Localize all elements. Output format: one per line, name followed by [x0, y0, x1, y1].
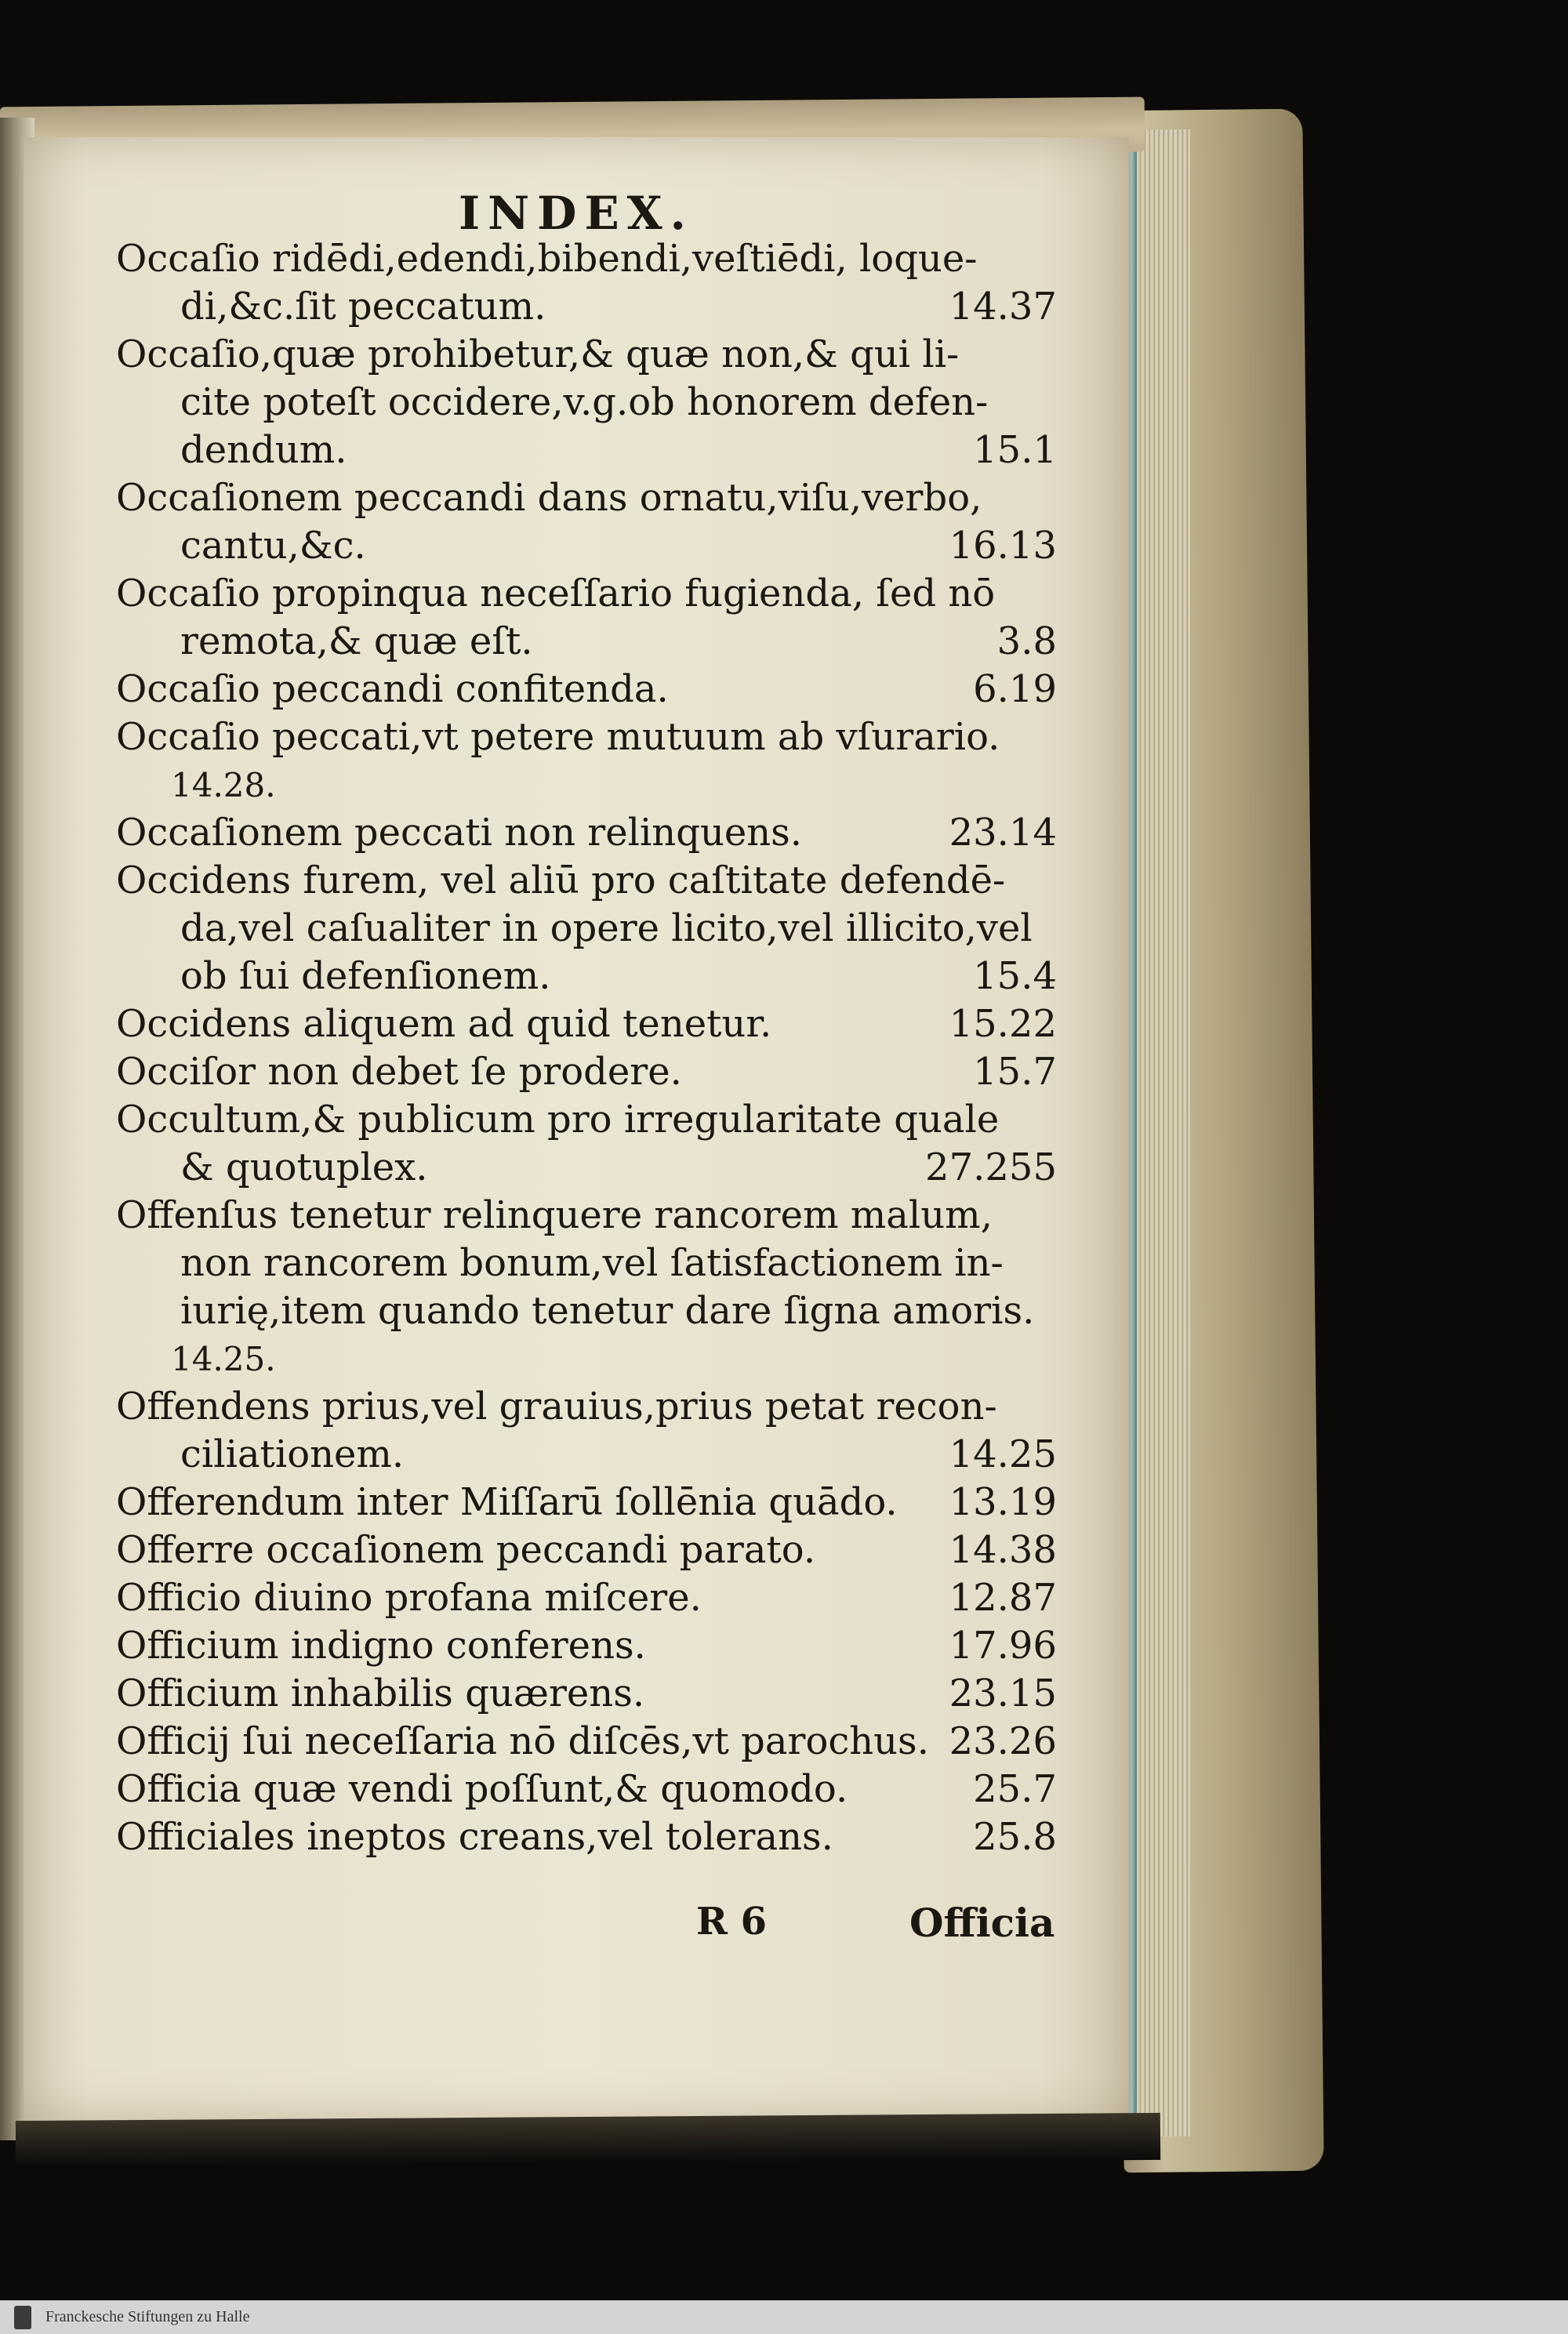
entry-continuation-line: cite poteſt occidere,v.g.ob honorem defen-: [180, 380, 989, 424]
entry-continuation-line: cantu,&c.: [180, 524, 366, 568]
index-entry: [116, 1048, 1057, 1096]
entry-page-reference: 25.8: [973, 1815, 1057, 1859]
index-entry: [116, 1813, 1057, 1861]
entry-continuation-line: remota,& quæ eſt.: [180, 619, 533, 663]
entry-page-reference: 15.4: [973, 954, 1057, 998]
index-entry: [116, 474, 1057, 570]
entry-continuation-line: & quotuplex.: [180, 1145, 428, 1189]
entry-headword-line: Occaſionem peccati non relinquens.: [116, 811, 803, 855]
entry-page-reference: 17.96: [949, 1624, 1057, 1668]
entry-page-reference: 3.8: [996, 619, 1057, 663]
entry-page-reference: 25.7: [973, 1767, 1057, 1811]
entry-page-reference: 27.255: [925, 1145, 1057, 1189]
credit-text: Franckesche Stiftungen zu Halle: [45, 2308, 250, 2325]
index-entry: [116, 809, 1057, 857]
entry-page-reference: 14.37: [949, 285, 1057, 329]
entry-page-reference: 14.25.: [171, 1340, 276, 1378]
index-entry: [116, 1766, 1057, 1813]
entry-page-reference: 23.15: [949, 1672, 1057, 1715]
entry-headword-line: Officium indigno conferens.: [116, 1624, 646, 1668]
page-stack: [1127, 129, 1190, 2136]
entry-headword-line: Officiales ineptos creans,vel tolerans.: [116, 1815, 833, 1859]
entry-page-reference: 16.13: [949, 524, 1057, 568]
entry-page-reference: 14.38: [949, 1528, 1057, 1572]
index-entry: [116, 1000, 1057, 1048]
entry-continuation-line: dendum.: [180, 428, 347, 472]
entry-headword-line: Offerre occaſionem peccandi parato.: [116, 1528, 816, 1572]
entry-page-reference: 23.14: [949, 811, 1057, 855]
entry-continuation-line: non rancorem bonum,vel ſatisfactionem in-: [180, 1241, 1004, 1285]
entry-headword-line: Offendens prius,vel grauius,prius petat recon-: [116, 1385, 997, 1428]
entry-continuation-line: da,vel caſualiter in opere licito,vel illicito,vel: [180, 906, 1033, 950]
index-entry: [116, 1670, 1057, 1718]
entry-continuation-line: iurię,item quando tenetur dare ſigna amoris.: [180, 1289, 1035, 1333]
entry-page-reference: 12.87: [949, 1576, 1057, 1620]
entry-continuation-line: di,&c.ſit peccatum.: [180, 285, 546, 329]
entry-page-reference: 6.19: [973, 667, 1057, 711]
entry-page-reference: 14.25: [949, 1432, 1057, 1476]
entry-headword-line: Occaſio propinqua neceſſario fugienda, ſed nō: [116, 572, 996, 615]
index-entry: [116, 1096, 1057, 1192]
entry-page-reference: 15.22: [949, 1002, 1057, 1046]
entry-headword-line: Occidens furem, vel aliū pro caſtitate defendē-: [116, 858, 1006, 902]
entry-headword-line: Officium inhabilis quærens.: [116, 1672, 645, 1715]
index-entry: [116, 1526, 1057, 1574]
entry-headword-line: Officij ſui neceſſaria nō diſcēs,vt parochus.: [116, 1719, 929, 1763]
entry-headword-line: Occultum,& publicum pro irregularitate quale: [116, 1098, 1000, 1142]
index-entry: [116, 1383, 1057, 1479]
index-entry: [116, 331, 1057, 474]
entry-headword-line: Occiſor non debet ſe prodere.: [116, 1050, 682, 1094]
entry-headword-line: Occaſio ridēdi,edendi,bibendi,veſtiēdi, loque-: [116, 237, 978, 281]
page-title: INDEX.: [459, 187, 694, 240]
entry-page-reference: 13.19: [949, 1480, 1057, 1524]
catchword: Officia: [909, 1900, 1055, 1946]
entry-headword-line: Occidens aliquem ad quid tenetur.: [116, 1002, 772, 1046]
institution-logo-icon: [14, 2306, 31, 2329]
entry-headword-line: Officio diuino profana miſcere.: [116, 1576, 702, 1620]
entry-page-reference: 23.26: [949, 1719, 1057, 1763]
index-entry: [116, 713, 1057, 809]
entry-page-reference: 14.28.: [171, 766, 276, 804]
signature-mark: R 6: [696, 1900, 767, 1944]
index-entry: [116, 1479, 1057, 1526]
entry-headword-line: Officia quæ vendi poſſunt,& quomodo.: [116, 1767, 848, 1811]
index-entry: [116, 1192, 1057, 1383]
index-entry: [116, 570, 1057, 666]
index-entry: [116, 235, 1057, 331]
index-entry-list: [116, 235, 1057, 1861]
index-entry: [116, 1574, 1057, 1622]
book-bottom-shadow: [16, 2113, 1160, 2168]
index-entry: [116, 857, 1057, 1000]
entry-headword-line: Offenſus tenetur relinquere rancorem malum,: [116, 1193, 993, 1237]
entry-headword-line: Occaſio peccandi confitenda.: [116, 667, 669, 711]
entry-headword-line: Occaſionem peccandi dans ornatu,viſu,verbo,: [116, 476, 982, 520]
index-entry: [116, 1622, 1057, 1670]
index-entry: [116, 666, 1057, 713]
entry-continuation-line: ob ſui defenſionem.: [180, 954, 551, 998]
entry-continuation-line: ciliationem.: [180, 1432, 405, 1476]
index-entry: [116, 1718, 1057, 1766]
entry-headword-line: Occaſio,quæ prohibetur,& quæ non,& qui li-: [116, 332, 960, 376]
entry-page-reference: 15.7: [973, 1050, 1057, 1094]
entry-headword-line: Offerendum inter Miſſarū ſollēnia quādo.: [116, 1480, 898, 1524]
entry-headword-line: Occaſio peccati,vt petere mutuum ab vſurario.: [116, 715, 1000, 759]
entry-page-reference: 15.1: [973, 428, 1057, 472]
